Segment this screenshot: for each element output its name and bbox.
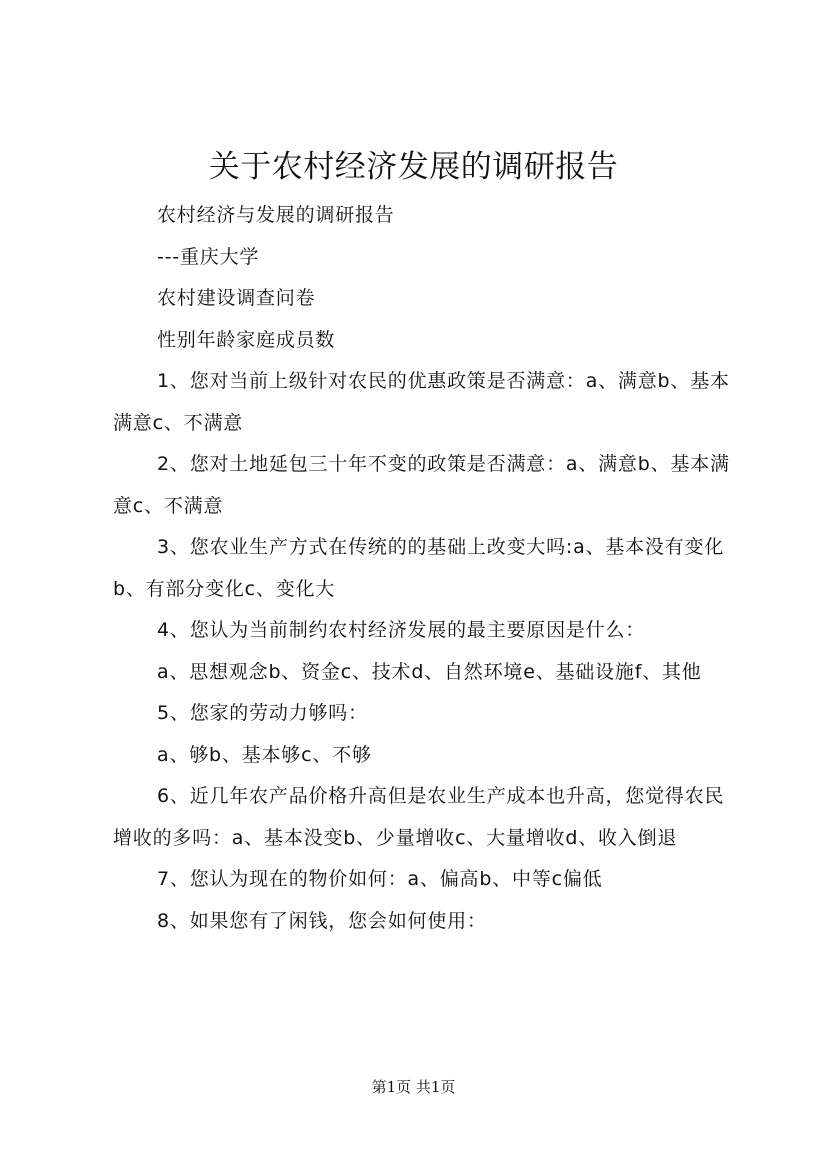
paragraph-questionnaire-title: 农村建设调查问卷 — [157, 287, 316, 309]
question-5-options: a、够b、基本够c、不够 — [157, 743, 372, 766]
document-title: 关于农村经济发展的调研报告 — [208, 149, 619, 185]
question-3: 3、您农业生产方式在传统的的基础上改变大吗:a、基本没有变化b、有部分变化c、变化大 — [113, 536, 725, 600]
document-body — [113, 195, 733, 942]
question-2: 2、您对土地延包三十年不变的政策是否满意：a、满意b、基本满意c、不满意 — [113, 453, 730, 517]
page-footer: 第1页 共1页 — [371, 1078, 456, 1096]
paragraph-demographics: 性别年龄家庭成员数 — [157, 328, 336, 351]
question-7: 7、您认为现在的物价如何：a、偏高b、中等c偏低 — [157, 868, 603, 890]
question-5: 5、您家的劳动力够吗： — [157, 702, 368, 724]
question-1: 1、您对当前上级针对农民的优惠政策是否满意：a、满意b、基本满意c、不满意 — [113, 370, 730, 434]
question-4-options: a、思想观念b、资金c、技术d、自然环境e、基础设施f、其他 — [157, 660, 702, 683]
question-6: 6、近几年农产品价格升高但是农业生产成本也升高，您觉得农民增收的多吗：a、基本没变b、少量增收c、大量增收d、收入倒退 — [113, 785, 725, 849]
paragraph-university: ---重庆大学 — [157, 245, 260, 268]
question-4: 4、您认为当前制约农村经济发展的最主要原因是什么： — [157, 619, 646, 641]
question-8: 8、如果您有了闲钱，您会如何使用： — [157, 909, 487, 932]
paragraph-report-subtitle: 农村经济与发展的调研报告 — [157, 204, 395, 226]
